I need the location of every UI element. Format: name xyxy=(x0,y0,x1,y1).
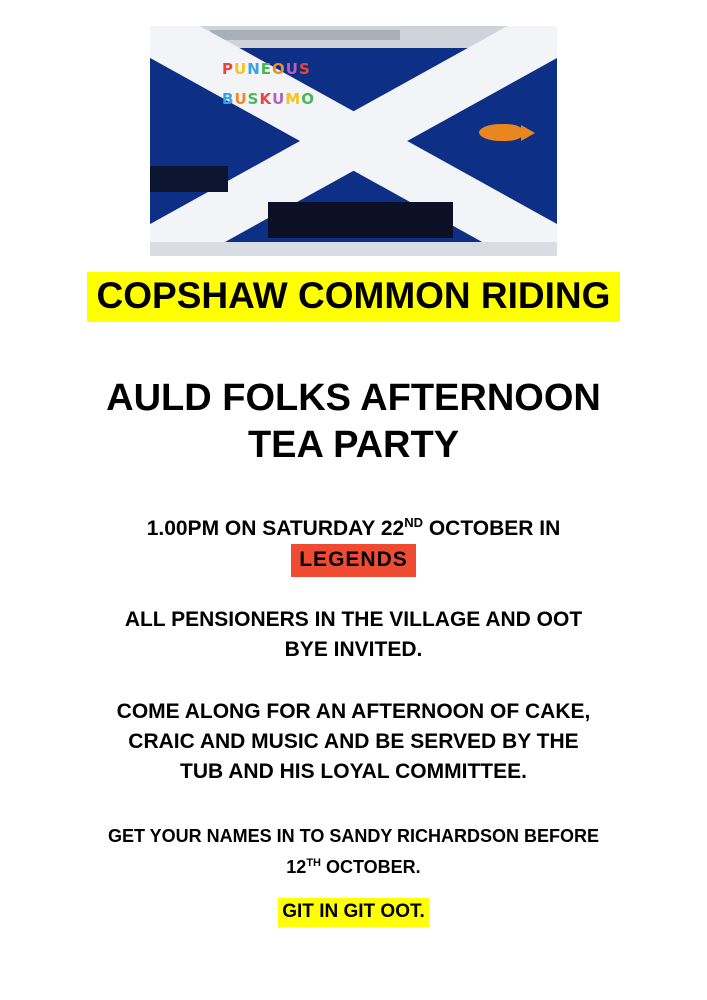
fish-icon xyxy=(479,124,523,141)
description-text xyxy=(40,697,667,787)
event-datetime-line xyxy=(40,508,667,544)
venue-line xyxy=(40,544,667,577)
event-datetime xyxy=(40,508,667,577)
description-line-3: TUB AND HIS LOYAL COMMITTEE. xyxy=(180,760,527,783)
rsvp-deadline-day: 12 xyxy=(286,857,307,877)
banner-title-text: COPSHAW COMMON RIDING xyxy=(87,272,621,322)
rsvp-deadline-month: OCTOBER. xyxy=(321,857,421,877)
date-ordinal-suffix: ND xyxy=(404,515,424,530)
photo-dark-shape-left xyxy=(150,166,228,192)
banner-title xyxy=(0,272,707,322)
event-title xyxy=(0,375,707,469)
flag-lettering-line-2: BUSKUMO xyxy=(222,90,315,108)
invitation-text xyxy=(40,605,667,665)
photo-dark-shape-centre xyxy=(268,202,453,238)
flag-lettering-line-1: PUNEOUS xyxy=(222,60,311,78)
invitation-line-1: ALL PENSIONERS IN THE VILLAGE AND OOT xyxy=(124,608,583,631)
photo-bottom-strip xyxy=(150,242,557,256)
rsvp-deadline-ordinal: TH xyxy=(306,857,321,869)
closing-slogan xyxy=(40,898,667,927)
description-line-2: CRAIC AND MUSIC AND BE SERVED BY THE xyxy=(128,730,579,753)
closing-slogan-text: GIT IN GIT OOT. xyxy=(278,898,429,927)
event-title-line-2: TEA PARTY xyxy=(247,424,460,466)
rsvp-line-2 xyxy=(40,850,667,881)
event-time-date: 1.00PM ON SATURDAY 22 xyxy=(146,517,405,540)
flag-lettering xyxy=(222,54,412,116)
rsvp-line-1: GET YOUR NAMES IN TO SANDY RICHARDSON BEFORE xyxy=(107,826,600,846)
invitation-line-2: BYE INVITED. xyxy=(284,638,423,661)
rsvp-text xyxy=(40,823,667,881)
event-location-prefix: OCTOBER IN xyxy=(423,517,561,540)
event-title-line-1: AULD FOLKS AFTERNOON xyxy=(106,377,601,419)
flag-photo-image xyxy=(150,26,557,256)
flag-photo xyxy=(150,26,557,256)
venue-name: LEGENDS xyxy=(291,544,416,577)
description-line-1: COME ALONG FOR AN AFTERNOON OF CAKE, xyxy=(116,700,591,723)
